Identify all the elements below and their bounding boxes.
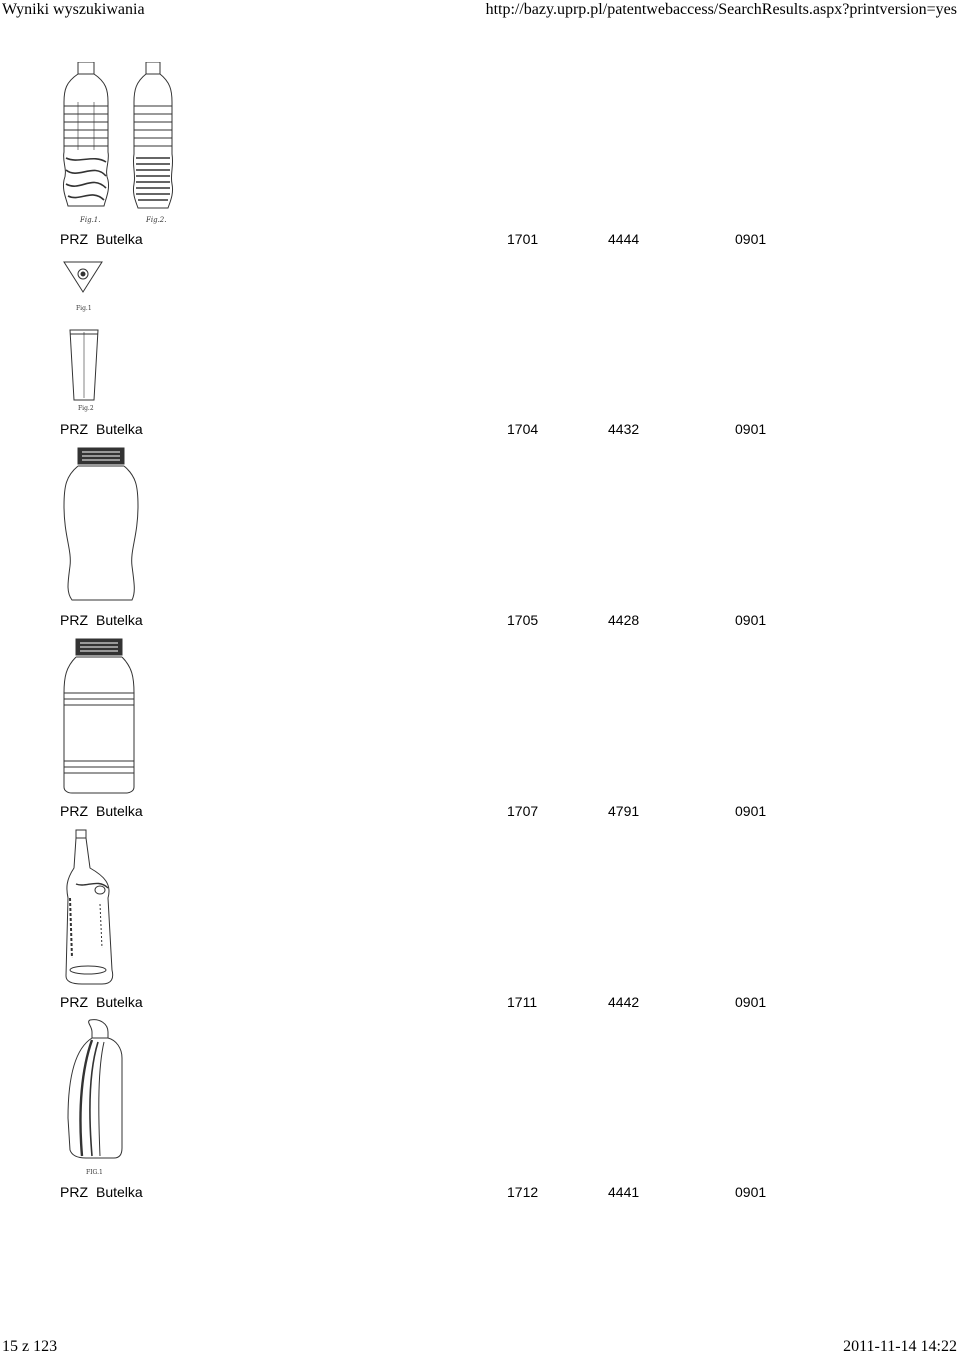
figure-label: Fig.2.	[146, 216, 167, 224]
bottle-top-view	[64, 262, 102, 292]
record-class: 0901	[735, 803, 767, 819]
page-number: 15 z 123	[2, 1338, 58, 1355]
record-number: 1712	[507, 1184, 539, 1200]
bottle-drawing-1711	[62, 828, 122, 986]
bottle-drawing-1707	[60, 637, 140, 795]
record-number: 1704	[507, 421, 539, 437]
page-url: http://bazy.uprp.pl/patentwebaccess/SearchResults.aspx?printversion=yes	[485, 1, 957, 18]
record-name: Butelka	[96, 803, 143, 819]
record-type: PRZ	[60, 231, 88, 247]
figure-label: Fig.1	[76, 305, 92, 312]
record-name: Butelka	[96, 1184, 143, 1200]
record-class: 0901	[735, 994, 767, 1010]
record-row	[0, 611, 960, 629]
bottle-drawing-1705	[62, 446, 142, 602]
record-name: Butelka	[96, 421, 143, 437]
bottle-fig-2	[133, 62, 172, 208]
record-reg: 4441	[608, 1184, 640, 1200]
figure-label: FIG.1	[86, 1169, 103, 1176]
record-class: 0901	[735, 1184, 767, 1200]
bottle-drawing-1704	[62, 258, 106, 414]
record-row	[0, 802, 960, 820]
record-row	[0, 1183, 960, 1201]
record-number: 1711	[507, 994, 538, 1010]
record-type: PRZ	[60, 803, 88, 819]
record-reg: 4791	[608, 803, 640, 819]
record-number: 1705	[507, 612, 539, 628]
record-reg: 4428	[608, 612, 640, 628]
record-reg: 4442	[608, 994, 640, 1010]
bottle-fig-1	[63, 62, 108, 206]
bottle-drawing-1712	[62, 1018, 128, 1178]
record-type: PRZ	[60, 1184, 88, 1200]
record-row	[0, 993, 960, 1011]
record-class: 0901	[735, 612, 767, 628]
record-class: 0901	[735, 421, 767, 437]
record-name: Butelka	[96, 994, 143, 1010]
figure-label: Fig.1.	[80, 216, 101, 224]
page-title: Wyniki wyszukiwania	[2, 1, 145, 18]
figure-label: Fig.2	[78, 405, 94, 412]
record-row	[0, 230, 960, 248]
record-reg: 4444	[608, 231, 640, 247]
record-type: PRZ	[60, 421, 88, 437]
bottle-side-view	[70, 330, 98, 400]
record-class: 0901	[735, 231, 767, 247]
record-type: PRZ	[60, 994, 88, 1010]
bottle-drawing-1701	[58, 62, 178, 224]
record-name: Butelka	[96, 231, 143, 247]
record-number: 1701	[507, 231, 539, 247]
record-number: 1707	[507, 803, 539, 819]
print-datetime: 2011-11-14 14:22	[843, 1338, 957, 1355]
record-reg: 4432	[608, 421, 640, 437]
record-name: Butelka	[96, 612, 143, 628]
record-row	[0, 420, 960, 438]
record-type: PRZ	[60, 612, 88, 628]
